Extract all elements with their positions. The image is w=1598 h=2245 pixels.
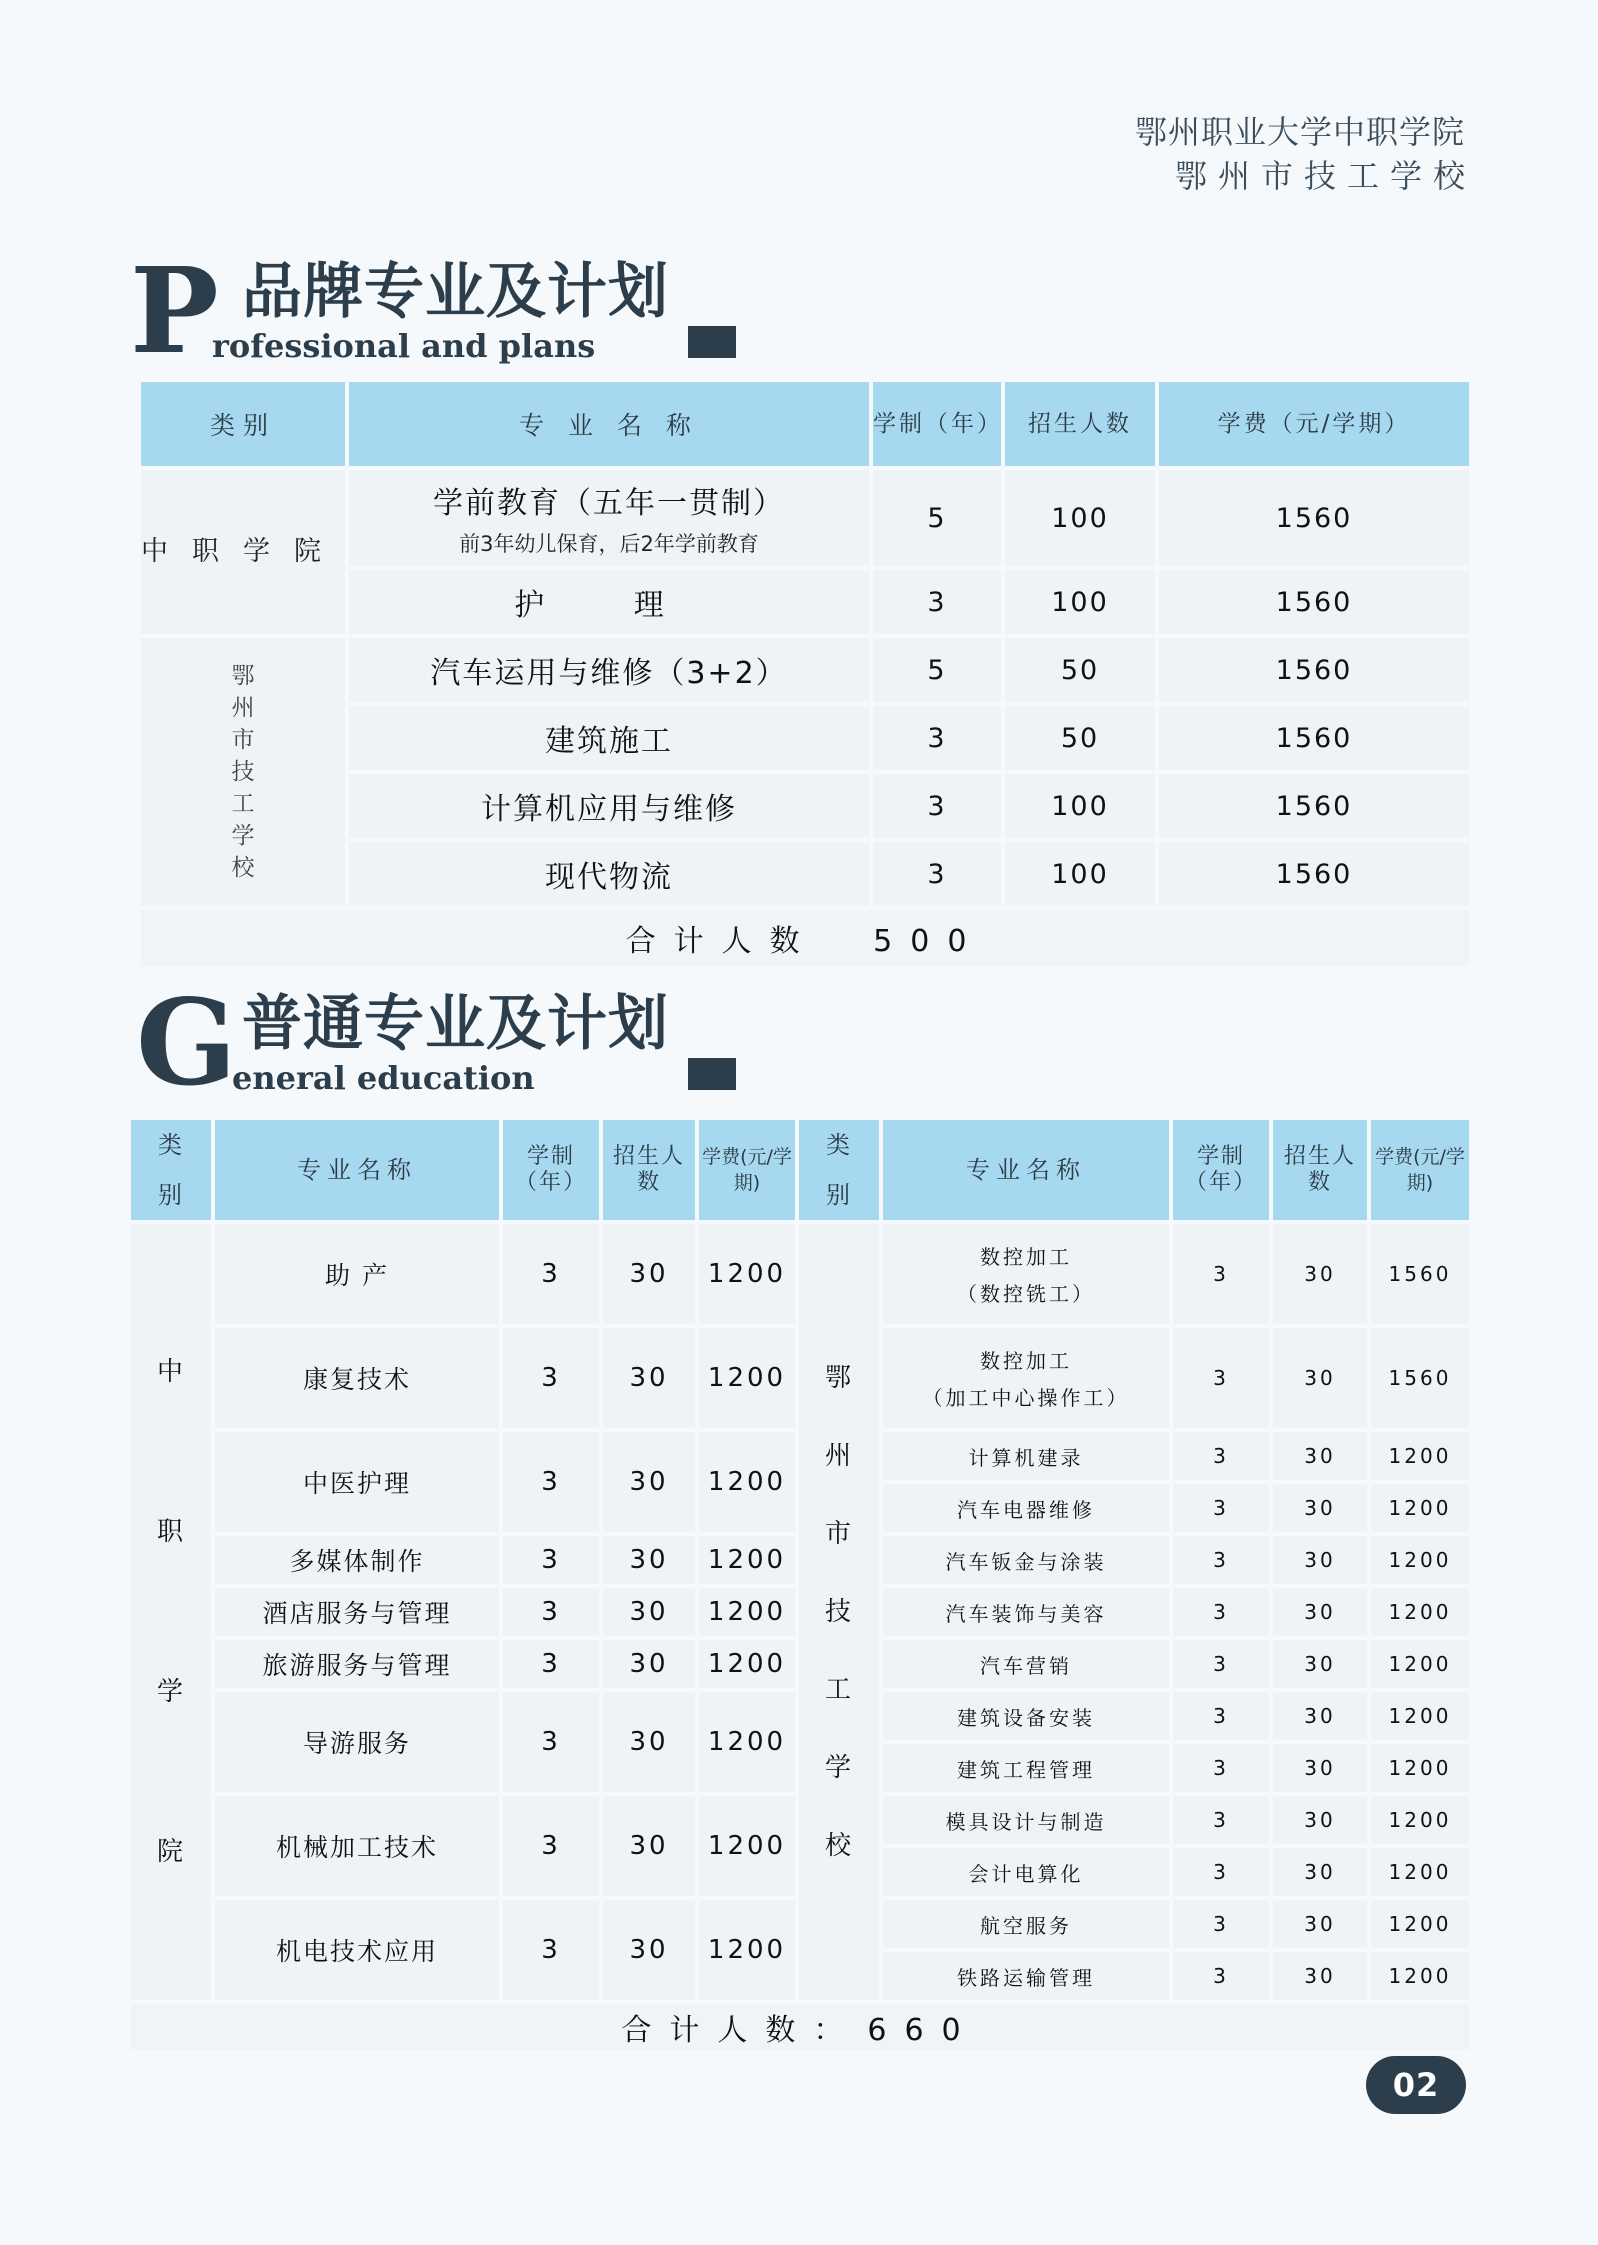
category-cell: 中职学院 [139,468,347,636]
section1-title-cn: 品牌专业及计划 [242,257,669,327]
years-cell: 3 [871,704,1003,772]
total-row [139,908,1471,968]
enroll-cell: 30 [601,1534,697,1586]
col-header-name: 专 业 名 称 [347,380,871,468]
left-col-header-name: 专业名称 [213,1118,501,1222]
fee-cell: 1200 [1369,1586,1471,1638]
enroll-cell: 100 [1003,840,1157,908]
fee-cell: 1560 [1157,636,1471,704]
major-note: （数控铣工） [957,1282,1095,1306]
major-name-cell: 旅游服务与管理 [213,1638,501,1690]
category-vertical-text: 鄂州市技工学校 [231,663,255,881]
school-names [1134,110,1476,198]
enroll-cell: 30 [601,1430,697,1534]
major-name: 建筑工程管理 [957,1757,1095,1782]
major-name: 学前教育（五年一贯制） [433,486,785,521]
enroll-cell: 30 [1271,1586,1369,1638]
major-name: 会计电算化 [968,1861,1084,1886]
enroll-cell: 100 [1003,568,1157,636]
total-row [129,2002,1471,2052]
years-cell: 3 [1171,1898,1271,1950]
years-cell: 3 [1171,1950,1271,2002]
years-cell: 3 [501,1690,601,1794]
years-cell: 3 [501,1430,601,1534]
enroll-cell: 30 [1271,1794,1369,1846]
major-name: 汽车电器维修 [957,1497,1095,1522]
total-value: 660 [867,2013,979,2048]
fee-cell: 1200 [1369,1950,1471,2002]
left-category-cell [129,1222,213,2002]
section2-title-cn: 普通专业及计划 [242,989,669,1059]
page-number: 02 [1366,2056,1466,2114]
fee-cell: 1560 [1157,568,1471,636]
major-name: 汽车装饰与美容 [945,1601,1107,1626]
years-cell: 3 [1171,1794,1271,1846]
enroll-cell: 30 [1271,1690,1369,1742]
years-cell: 3 [501,1222,601,1326]
major-name-cell [881,1950,1171,2002]
fee-cell: 1200 [1369,1430,1471,1482]
fee-cell: 1200 [1369,1794,1471,1846]
fee-cell: 1560 [1157,772,1471,840]
major-name-cell: 多媒体制作 [213,1534,501,1586]
major-note: （加工中心操作工） [922,1386,1130,1410]
fee-cell: 1200 [697,1326,797,1430]
major-name-cell [881,1482,1171,1534]
major-name-cell: 酒店服务与管理 [213,1586,501,1638]
fee-cell: 1200 [697,1430,797,1534]
major-name-cell [881,1222,1171,1326]
major-name-cell [881,1326,1171,1430]
major-name-cell: 导游服务 [213,1690,501,1794]
enroll-cell: 30 [1271,1534,1369,1586]
major-note: 前3年幼儿保育，后2年学前教育 [459,532,759,556]
years-cell: 3 [1171,1326,1271,1430]
major-name-cell: 现代物流 [347,840,871,908]
major-name-cell [881,1430,1171,1482]
major-name: 计算机建录 [968,1445,1084,1470]
major-name-cell: 机械加工技术 [213,1794,501,1898]
major-name-cell [881,1586,1171,1638]
major-name: 铁路运输管理 [957,1965,1095,1990]
years-cell: 3 [871,772,1003,840]
total-label: 合计人数 [625,924,818,959]
col-header-fee: 学费（元/学期） [1157,380,1471,468]
fee-cell: 1200 [697,1794,797,1898]
left-col-header-enroll: 招生人数 [601,1118,697,1222]
years-cell: 3 [1171,1430,1271,1482]
enroll-cell: 30 [601,1898,697,2002]
years-cell: 3 [1171,1846,1271,1898]
major-name-cell: 康复技术 [213,1326,501,1430]
major-name: 模具设计与制造 [945,1809,1107,1834]
enroll-cell: 100 [1003,772,1157,840]
col-header-category: 类别 [139,380,347,468]
enroll-cell: 30 [601,1690,697,1794]
enroll-cell: 30 [601,1326,697,1430]
total-value: 500 [873,924,985,959]
section1-heading [130,241,750,380]
years-cell: 3 [1171,1482,1271,1534]
fee-cell: 1200 [697,1534,797,1586]
right-col-header-enroll: 招生人数 [1271,1118,1369,1222]
right-category-vertical-text: 鄂州市技工学校 [825,1363,854,1861]
fee-cell: 1200 [1369,1742,1471,1794]
right-col-header-fee: 学费(元/学期) [1369,1118,1471,1222]
major-name-cell [881,1742,1171,1794]
enroll-cell: 30 [1271,1482,1369,1534]
enroll-cell: 50 [1003,636,1157,704]
years-cell: 3 [1171,1534,1271,1586]
fee-cell: 1560 [1369,1326,1471,1430]
years-cell: 3 [1171,1742,1271,1794]
section2-heading [130,973,750,1112]
fee-cell: 1200 [697,1222,797,1326]
section1-big-letter: P [130,241,219,380]
major-name-cell: 护 理 [347,568,871,636]
fee-cell: 1200 [1369,1846,1471,1898]
major-name-cell [881,1638,1171,1690]
years-cell: 3 [501,1898,601,2002]
fee-cell: 1200 [1369,1690,1471,1742]
left-col-header-fee: 学费(元/学期) [697,1118,797,1222]
years-cell: 3 [501,1794,601,1898]
enroll-cell: 30 [601,1638,697,1690]
right-category-cell [797,1222,881,2002]
major-name: 数控加工 [980,1245,1072,1269]
fee-cell: 1200 [697,1690,797,1794]
fee-cell: 1200 [697,1638,797,1690]
enroll-cell: 30 [1271,1742,1369,1794]
major-name-cell: 中医护理 [213,1430,501,1534]
left-category-vertical-text: 中职学院 [157,1357,186,1867]
major-name-cell: 建筑施工 [347,704,871,772]
years-cell: 5 [871,636,1003,704]
fee-cell: 1200 [697,1898,797,2002]
major-name: 汽车营销 [980,1653,1072,1678]
years-cell: 3 [501,1534,601,1586]
years-cell: 3 [1171,1586,1271,1638]
general-majors-table [127,1116,1473,2054]
school-name-line1: 鄂州职业大学中职学院 [1134,113,1465,151]
enroll-cell: 30 [1271,1430,1369,1482]
major-name-cell [881,1846,1171,1898]
major-name-cell: 计算机应用与维修 [347,772,871,840]
major-name-cell [881,1898,1171,1950]
col-header-enroll: 招生人数 [1003,380,1157,468]
right-col-header-category: 类别 [797,1118,881,1222]
enroll-cell: 30 [601,1794,697,1898]
years-cell: 3 [871,568,1003,636]
years-cell: 3 [1171,1638,1271,1690]
left-col-header-years: 学制（年） [501,1118,601,1222]
brand-majors-table [137,378,1473,970]
fee-cell: 1200 [1369,1898,1471,1950]
major-name: 航空服务 [980,1913,1072,1938]
enroll-cell: 30 [1271,1326,1369,1430]
fee-cell: 1560 [1157,704,1471,772]
enroll-cell: 100 [1003,468,1157,568]
enroll-cell: 30 [1271,1898,1369,1950]
right-col-header-years: 学制（年） [1171,1118,1271,1222]
col-header-years: 学制（年） [871,380,1003,468]
fee-cell: 1560 [1369,1222,1471,1326]
right-col-header-name: 专业名称 [881,1118,1171,1222]
fee-cell: 1560 [1157,468,1471,568]
section1-square-mark [688,326,736,358]
fee-cell: 1200 [697,1586,797,1638]
major-name: 建筑设备安装 [957,1705,1095,1730]
total-label: 合计人数： [621,2013,862,2048]
major-name-cell [881,1690,1171,1742]
years-cell: 3 [501,1326,601,1430]
section2-big-letter: G [136,973,237,1112]
years-cell: 3 [501,1638,601,1690]
fee-cell: 1200 [1369,1534,1471,1586]
years-cell: 5 [871,468,1003,568]
section1-title-en: rofessional and plans [212,327,596,365]
years-cell: 3 [1171,1690,1271,1742]
major-name: 数控加工 [980,1349,1072,1373]
category-cell [139,636,347,908]
enroll-cell: 30 [1271,1846,1369,1898]
section2-title-en: eneral education [232,1059,535,1097]
major-name-cell [881,1794,1171,1846]
years-cell: 3 [501,1586,601,1638]
major-name: 汽车钣金与涂装 [945,1549,1107,1574]
left-col-header-category: 类别 [129,1118,213,1222]
enroll-cell: 30 [601,1222,697,1326]
enroll-cell: 30 [1271,1950,1369,2002]
fee-cell: 1200 [1369,1482,1471,1534]
years-cell: 3 [1171,1222,1271,1326]
major-name-cell: 助 产 [213,1222,501,1326]
section2-square-mark [688,1058,736,1090]
major-name-cell: 汽车运用与维修（3+2） [347,636,871,704]
enroll-cell: 30 [601,1586,697,1638]
fee-cell: 1560 [1157,840,1471,908]
years-cell: 3 [871,840,1003,908]
school-name-line2: 鄂州市技工学校 [1174,157,1476,195]
fee-cell: 1200 [1369,1638,1471,1690]
enroll-cell: 50 [1003,704,1157,772]
enroll-cell: 30 [1271,1638,1369,1690]
major-name-cell [881,1534,1171,1586]
enroll-cell: 30 [1271,1222,1369,1326]
major-name-cell: 机电技术应用 [213,1898,501,2002]
major-name-cell [347,468,871,568]
